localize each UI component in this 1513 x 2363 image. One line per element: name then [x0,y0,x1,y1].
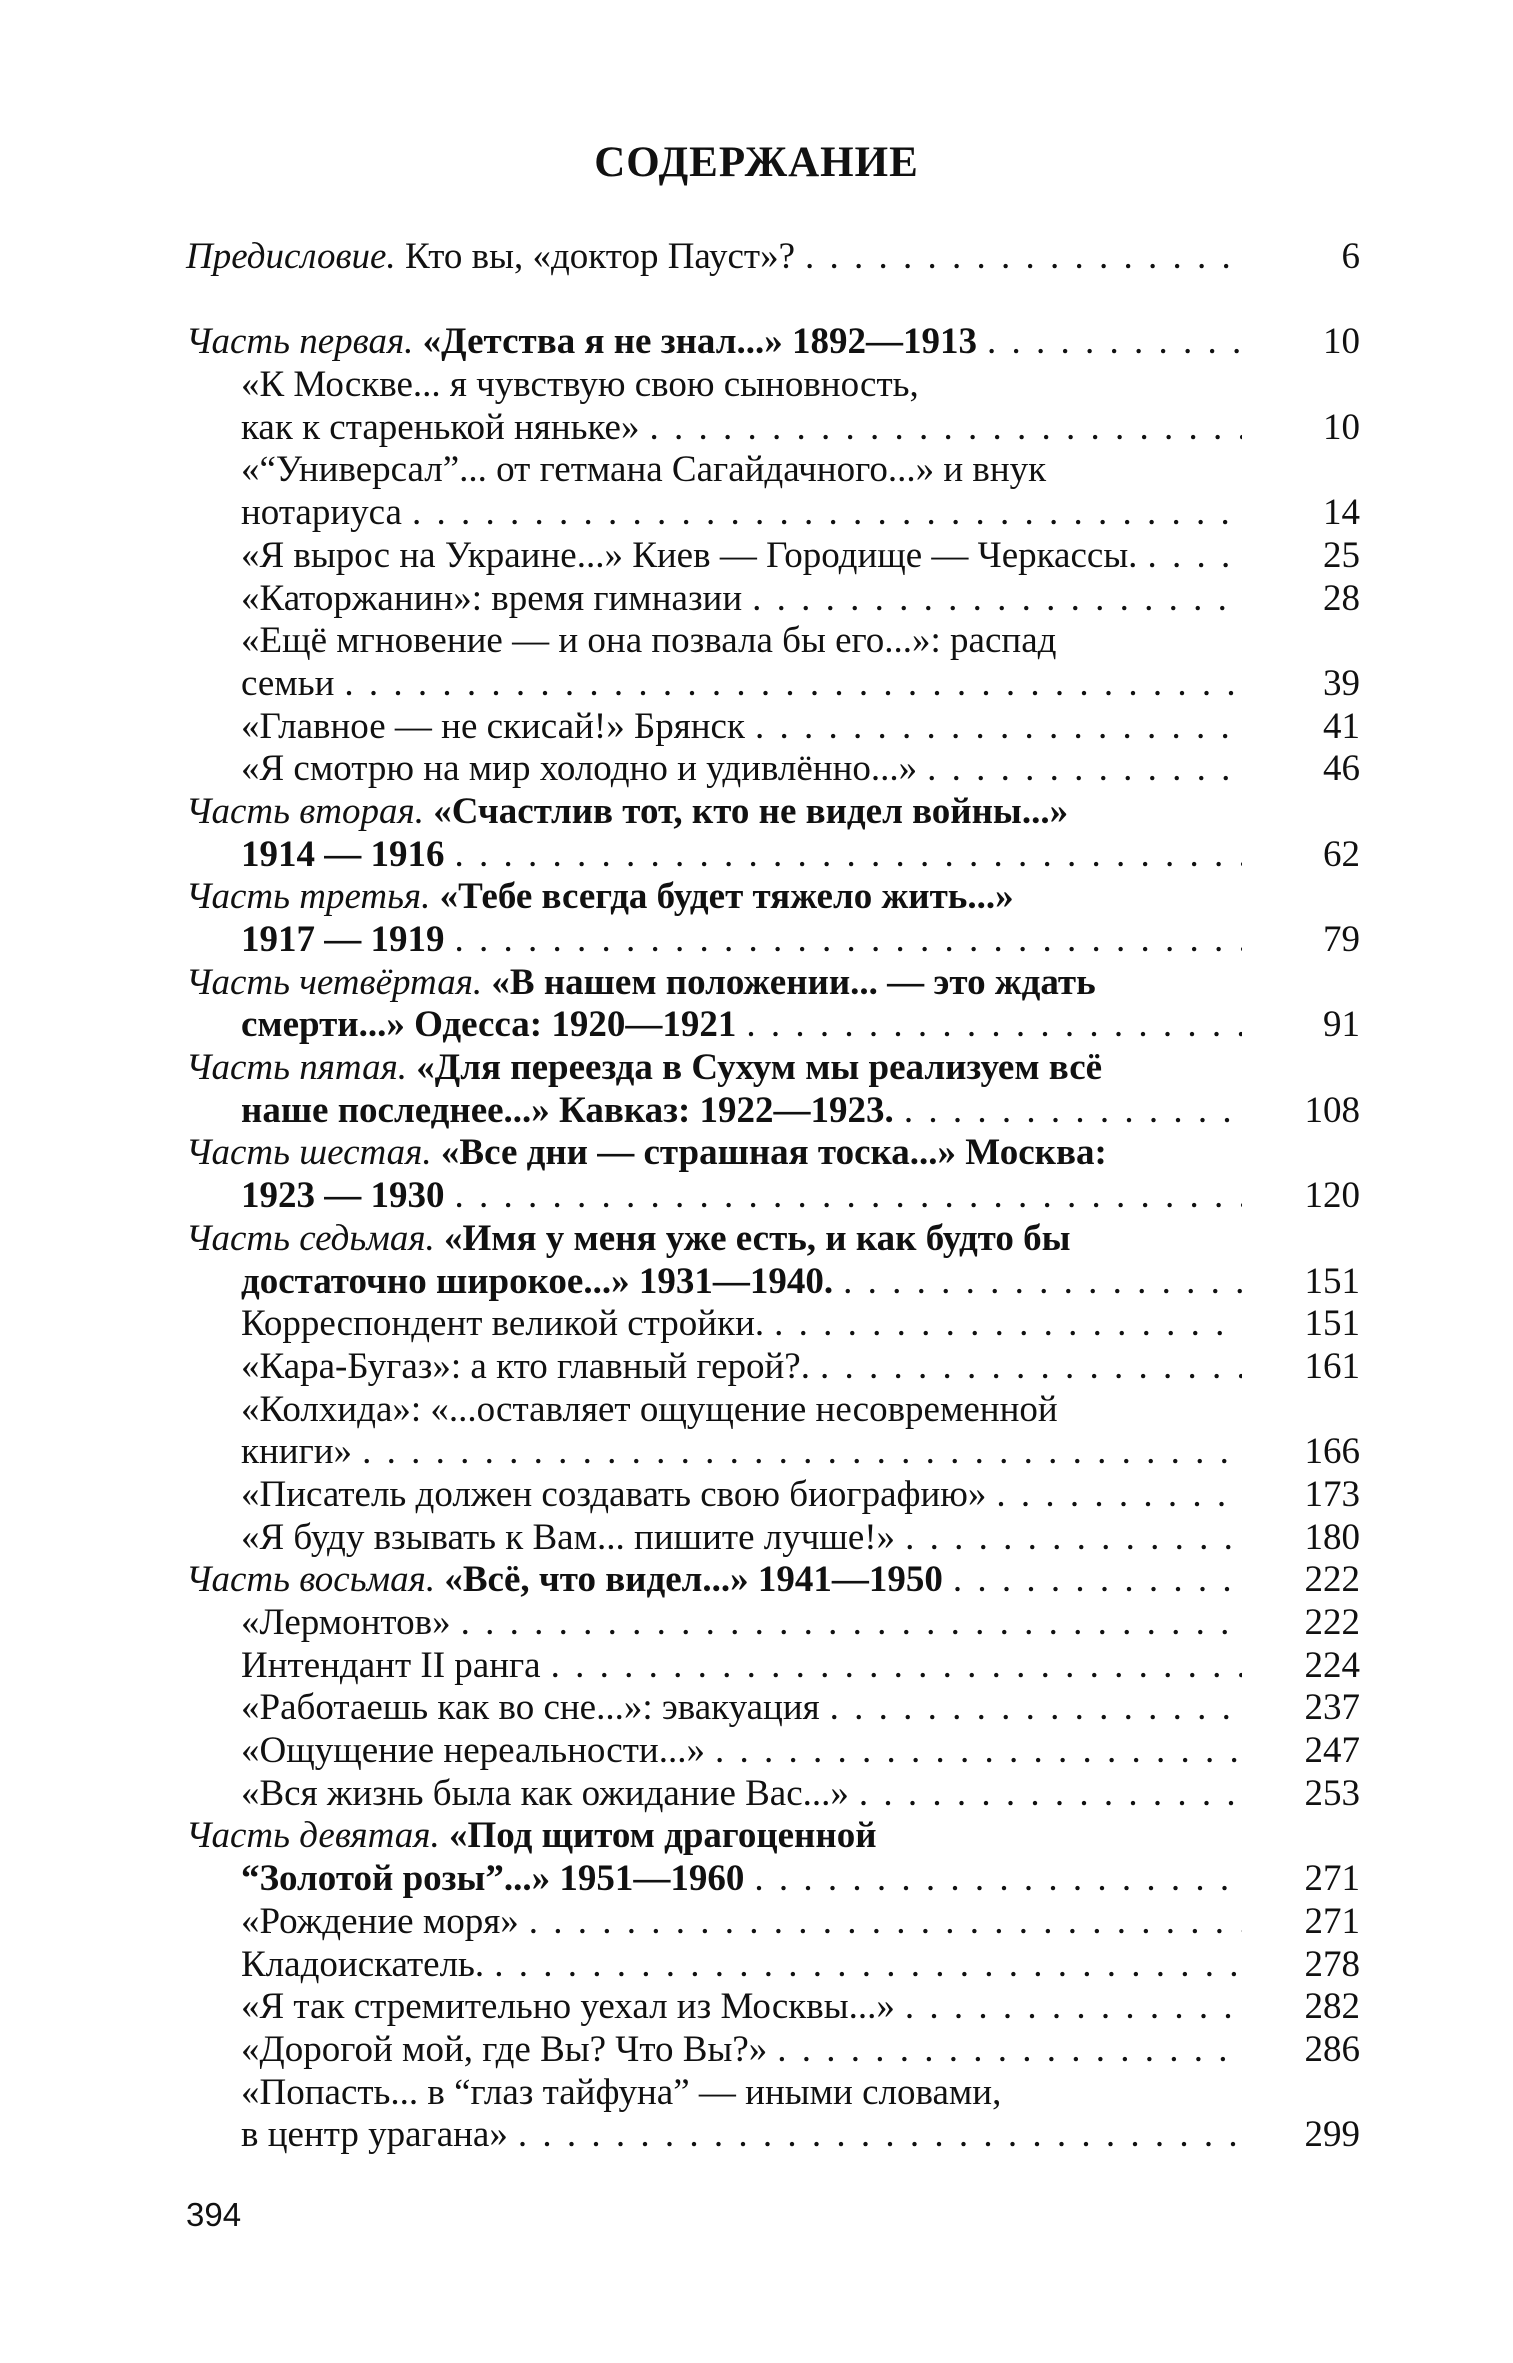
leader-dots [715,1730,1242,1773]
entry-title: «Тебе всегда будет тяжело жить...» [439,876,1014,918]
entry-title: Кто вы, «доктор Пауст»? [404,236,795,277]
entry-title: «Рождение моря» [241,1900,519,1942]
toc-entry-part-2-cont [186,834,1360,877]
entry-page: 10 [1323,321,1360,363]
entry-page: 62 [1323,833,1360,875]
entry-title: «Детства я не знал...» 1892—1913 [422,321,977,363]
entry-page: 10 [1323,406,1360,448]
entry-title: «Я так стремительно уехал из Москвы...» [241,1986,895,2028]
toc-entry-part-5 [186,1047,1360,1090]
entry-page: 91 [1323,1004,1360,1046]
entry-label: Часть вторая. [186,790,424,832]
entry-label: Часть девятая. [186,1815,440,1857]
toc-entry-part-6-cont [186,1175,1360,1218]
leader-dots [820,1346,1242,1389]
entry-label: Часть первая. [186,321,414,363]
toc-subentry [186,706,1360,749]
entry-title: «Все дни — страшная тоска...» Москва: [440,1132,1107,1174]
leader-dots [843,1261,1242,1304]
page-title: СОДЕРЖАНИЕ [594,139,919,186]
leader-dots [412,492,1242,535]
toc-entry-preface [186,236,1360,279]
entry-title: «В нашем положении... — это ждать [491,961,1096,1003]
toc-subentry [186,578,1360,621]
entry-page: 286 [1304,2028,1360,2070]
entry-page: 253 [1304,1772,1360,1814]
entry-title: «Главное — не скисай!» Брянск [241,705,745,747]
entry-page: 46 [1323,748,1360,790]
entry-title: «Всё, что видел...» 1941—1950 [444,1559,943,1601]
leader-dots [455,919,1243,962]
entry-label: Часть четвёртая. [186,961,483,1003]
entry-title: «Лермонтов» [241,1602,451,1643]
entry-page: 25 [1323,534,1360,576]
entry-page: 28 [1323,577,1360,619]
toc-entry-part-9 [186,1815,1360,1858]
toc-subentry [186,492,1360,535]
toc-subentry [186,1517,1360,1560]
leader-dots [755,706,1242,749]
entry-title: «Я смотрю на мир холодно и удивлённо...» [241,748,918,790]
leader-dots [551,1645,1242,1688]
entry-title: «Колхида»: «...оставляет ощущение несовременной [241,1388,1058,1430]
entry-page: 299 [1304,2114,1360,2156]
entry-page: 108 [1304,1089,1360,1131]
entry-page: 79 [1323,919,1360,960]
entry-title: «Кара-Бугаз»: а кто главный герой?. [241,1345,810,1387]
entry-page: 173 [1304,1473,1360,1515]
leader-dots [1147,535,1242,578]
toc-subentry [186,535,1360,578]
entry-title: нотариуса [241,492,402,534]
entry-title: в центр урагана» [241,2114,508,2156]
entry-label: Предисловие. [186,236,396,277]
toc-entry-part-1 [186,321,1360,364]
entry-title: «Под щитом драгоценной [448,1815,877,1857]
entry-page: 271 [1304,1858,1360,1900]
leader-dots [905,1517,1242,1560]
toc-subentry [186,748,1360,791]
toc-subentry [186,364,1360,407]
entry-title: наше последнее...» Кавказ: 1922—1923. [241,1089,894,1131]
entry-page: 222 [1304,1559,1360,1601]
entry-page: 180 [1304,1516,1360,1558]
toc-subentry [186,1944,1360,1987]
entry-page: 161 [1304,1345,1360,1387]
toc-entry-part-3-cont [186,919,1360,962]
toc-subentry [186,1389,1360,1432]
entry-title: смерти...» Одесса: 1920—1921 [241,1004,737,1046]
toc-entry-part-8 [186,1559,1360,1602]
entry-page: 224 [1304,1644,1360,1686]
entry-title: 1917 — 1919 [241,919,445,960]
entry-title: «К Москве... я чувствую свою сыновность, [241,364,919,406]
entry-title: 1914 — 1916 [241,833,445,875]
leader-dots [754,1858,1242,1901]
toc-entry-part-3 [186,876,1360,919]
toc-subentry [186,1687,1360,1730]
toc-entry-part-2 [186,791,1360,834]
entry-title: «Я вырос на Украине...» Киев — Городище — Черкассы. [241,534,1138,576]
entry-page: 151 [1304,1260,1360,1302]
leader-dots [518,2114,1242,2157]
toc-subentry [186,1901,1360,1944]
entry-title: Корреспондент великой стройки. [241,1303,765,1345]
leader-dots [953,1559,1242,1602]
toc-subentry [186,1346,1360,1389]
leader-dots [494,1944,1242,1987]
leader-dots [805,236,1242,279]
entry-label: Часть пятая. [186,1047,408,1089]
entry-title: книги» [241,1431,353,1473]
entry-page: 39 [1323,662,1360,704]
toc-subentry [186,2072,1360,2115]
entry-page: 120 [1304,1175,1360,1217]
entry-label: Часть седьмая. [186,1217,435,1259]
toc-subentry [186,620,1360,663]
leader-dots [344,663,1242,706]
toc-entry-part-7-cont [186,1261,1360,1304]
leader-dots [362,1431,1242,1474]
entry-page: 282 [1304,1986,1360,2028]
entry-label: Часть третья. [186,876,431,918]
entry-title: «Вся жизнь была как ожидание Вас...» [241,1772,849,1814]
entry-title: «Я буду взывать к Вам... пишите лучше!» [241,1516,896,1558]
leader-dots [987,321,1242,364]
entry-page: 247 [1304,1730,1360,1772]
toc-subentry [186,2029,1360,2072]
entry-title: Интендант II ранга [241,1644,541,1686]
entry-title: «Каторжанин»: время гимназии [241,577,743,619]
toc-subentry [186,1986,1360,2029]
leader-dots [752,578,1242,621]
entry-title: «“Универсал”... от гетмана Сагайдачного...» и внук [241,449,1047,491]
toc-subentry [186,2114,1360,2157]
leader-dots [905,1986,1242,2029]
leader-dots [927,748,1242,791]
leader-dots [455,834,1243,877]
toc-subentry [186,1602,1360,1645]
entry-title: «Писатель должен создавать свою биографию» [241,1473,987,1515]
toc-subentry [186,1645,1360,1688]
toc-subentry [186,1431,1360,1474]
entry-title: “Золотой розы”...» 1951—1960 [241,1858,745,1900]
entry-title: «Работаешь как во сне...»: эвакуация [241,1687,820,1729]
entry-title: «Попасть... в “глаз тайфуна” — иными словами, [241,2071,1002,2113]
toc-subentry [186,449,1360,492]
entry-title: 1923 — 1930 [241,1175,445,1217]
entry-title: семьи [241,662,335,704]
toc-subentry [186,1773,1360,1816]
leader-dots [859,1773,1242,1816]
entry-page: 237 [1304,1687,1360,1729]
leader-dots [774,1303,1242,1346]
entry-page: 41 [1323,705,1360,747]
leader-dots [529,1901,1242,1944]
entry-label: Часть восьмая. [186,1559,436,1601]
table-of-contents [186,236,1360,2157]
toc-entry-part-4-cont [186,1004,1360,1047]
spacer [186,279,1360,322]
entry-title: как к старенькой няньке» [241,406,640,448]
entry-title: «Ещё мгновение — и она позвала бы его...»: распад [241,620,1057,662]
entry-page: 14 [1323,492,1360,534]
toc-subentry [186,407,1360,450]
leader-dots [777,2029,1242,2072]
entry-title: «Счастлив тот, кто не видел войны...» [433,790,1069,832]
entry-page: 222 [1304,1602,1360,1643]
entry-title: «Дорогой мой, где Вы? Что Вы?» [241,2028,768,2070]
entry-page: 278 [1304,1943,1360,1985]
toc-subentry [186,1474,1360,1517]
leader-dots [904,1090,1242,1133]
leader-dots [455,1175,1243,1218]
leader-dots [746,1004,1242,1047]
entry-title: «Ощущение нереальности...» [241,1730,705,1772]
entry-title: Кладоискатель. [241,1943,485,1985]
leader-dots [649,407,1242,450]
toc-subentry [186,1303,1360,1346]
leader-dots [461,1602,1242,1645]
page-number: 394 [186,2196,242,2233]
entry-title: достаточно широкое...» 1931—1940. [241,1260,834,1302]
leader-dots [996,1474,1242,1517]
entry-page: 6 [1341,236,1360,277]
entry-page: 166 [1304,1431,1360,1473]
toc-entry-part-4 [186,962,1360,1005]
entry-page: 271 [1304,1900,1360,1942]
toc-subentry [186,663,1360,706]
entry-page: 151 [1304,1303,1360,1345]
entry-title: «Для переезда в Сухум мы реализуем всё [416,1047,1103,1089]
toc-entry-part-6 [186,1132,1360,1175]
toc-entry-part-9-cont [186,1858,1360,1901]
toc-entry-part-5-cont [186,1090,1360,1133]
toc-entry-part-7 [186,1218,1360,1261]
toc-subentry [186,1730,1360,1773]
entry-label: Часть шестая. [186,1132,432,1174]
leader-dots [830,1687,1242,1730]
entry-title: «Имя у меня уже есть, и как будто бы [444,1217,1071,1259]
